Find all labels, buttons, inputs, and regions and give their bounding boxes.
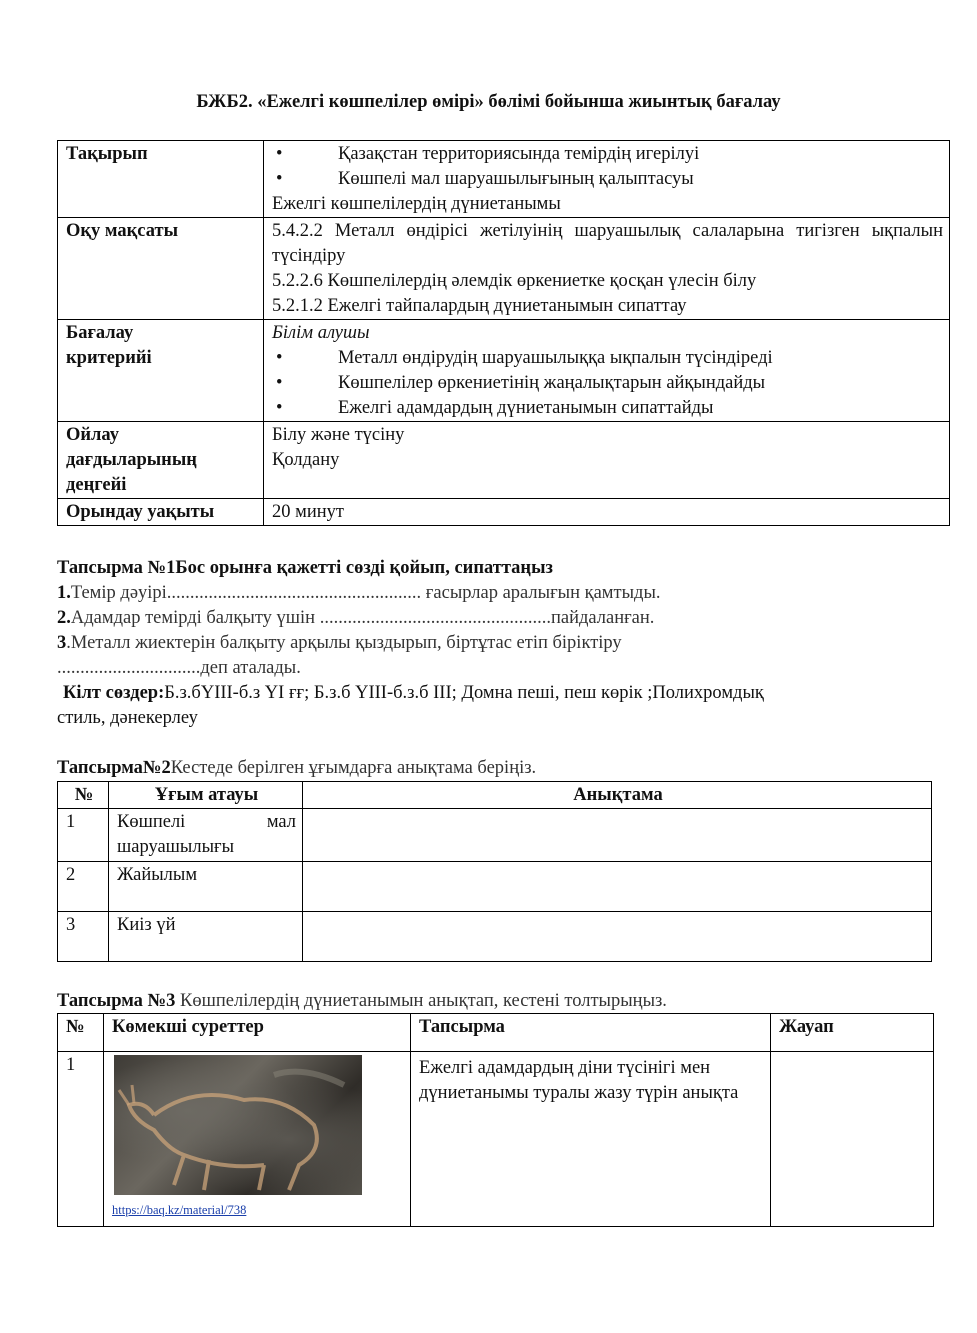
definition-field[interactable]	[303, 862, 932, 912]
info-table	[57, 140, 950, 526]
task1-line3: 3.Металл жиектерін балқыту арқылы қыздырып, біртұтас етіп біріктіру	[57, 633, 622, 653]
criteria-label: Бағалау критерийі	[58, 320, 264, 422]
list-item: • Қазақстан территориясында темірдің игерілуі	[276, 144, 700, 164]
col-num: №	[58, 782, 109, 809]
task1-line1: 1.Темір дәуірі....................................................... ғасырлар аралығын қамтыды.	[57, 583, 661, 603]
task2-header-row	[58, 782, 932, 809]
goal-label: Оқу мақсаты	[58, 218, 264, 320]
list-item: • Металл өндірудің шаруашылыққа ықпалын түсіндіреді	[276, 348, 773, 368]
table-row: 1 Көшпелі мал шаруашылығы	[58, 809, 932, 862]
goal-3: 5.2.1.2 Ежелгі тайпалардың дүниетанымын сипаттау	[272, 296, 687, 316]
list-item: • Көшпелі мал шаруашылығының қалыптасуы	[276, 169, 694, 189]
topic-cell	[264, 141, 950, 218]
topic-row	[58, 141, 950, 218]
topic-extra: Ежелгі көшпелілердің дүниетанымы	[272, 194, 561, 214]
criteria-intro: Білім алушы	[272, 323, 370, 343]
definition-field[interactable]	[303, 912, 932, 962]
task2-table	[57, 781, 932, 962]
criteria-row	[58, 320, 950, 422]
task3-heading: Тапсырма №3 Көшпелілердің дүниетанымын анықтап, кестені толтырыңыз.	[57, 991, 667, 1011]
criteria-cell	[264, 320, 950, 422]
task3-header-row	[58, 1014, 934, 1052]
time-row	[58, 499, 950, 526]
level-label: Ойлау дағдыларының деңгейі	[58, 422, 264, 499]
page-title: БЖБ2. «Ежелгі көшпелілер өмірі» бөлімі бойынша жиынтық бағалау	[196, 92, 781, 112]
task1-line2: 2.Адамдар темірді балқыту үшін ..................................................пайдаланған.	[57, 608, 655, 628]
col-definition: Анықтама	[303, 782, 932, 809]
definition-field[interactable]	[303, 809, 932, 862]
level-row	[58, 422, 950, 499]
source-link[interactable]: https://baq.kz/material/738	[112, 1203, 247, 1217]
petroglyph-image	[114, 1055, 362, 1195]
time-label: Орындау уақыты	[58, 499, 264, 526]
time-value: 20 минут	[264, 499, 950, 526]
topic-label: Тақырып	[58, 141, 264, 218]
task1-line4: ...............................деп аталады.	[57, 658, 301, 678]
task1-heading: Тапсырма №1Бос орынға қажетті сөзді қойып, сипаттаңыз	[57, 558, 553, 578]
list-item: • Көшпелілер өркениетінің жаңалықтарын айқындайды	[276, 373, 766, 393]
table-row: 1 https://baq.kz/material/738 Ежелгі адамдардың діни түсінігі мен дүниетанымы туралы жазу түрін анықта	[58, 1052, 934, 1227]
task-text: Ежелгі адамдардың діни түсінігі мен дүниетанымы туралы жазу түрін анықта	[411, 1052, 771, 1227]
task2-heading: Тапсырма№2Кестеде берілген ұғымдарға анықтама беріңіз.	[57, 758, 537, 778]
col-pictures: Көмекші суреттер	[104, 1014, 411, 1052]
goal-2: 5.2.2.6 Көшпелілердің әлемдік өркениетке қосқан үлесін білу	[272, 271, 757, 291]
task1-keywords: Кілт сөздер:Б.з.бҮІІІ-б.з ҮІ ғғ; Б.з.б ҮІІІ-б.з.б ІІІ; Домна пеші, пеш көрік ;Полихромдық	[63, 683, 764, 703]
col-answer: Жауап	[771, 1014, 934, 1052]
goal-row	[58, 218, 950, 320]
col-name: Ұғым атауы	[109, 782, 303, 809]
table-row: 2 Жайылым	[58, 862, 932, 912]
col-task: Тапсырма	[411, 1014, 771, 1052]
table-row: 3 Киіз үй	[58, 912, 932, 962]
picture-cell	[104, 1052, 411, 1227]
list-item: • Ежелгі адамдардың дүниетанымын сипаттайды	[276, 398, 714, 418]
goal-cell	[264, 218, 950, 320]
level-cell: Білу және түсіну Қолдану	[264, 422, 950, 499]
goal-1: 5.4.2.2 Металл өндірісі жетілуінің шаруашылық салаларына тигізген ықпалын түсіндіру	[272, 221, 943, 266]
task3-table	[57, 1013, 934, 1227]
task1-keywords-2: стиль, дәнекерлеу	[57, 708, 198, 728]
answer-field[interactable]	[771, 1052, 934, 1227]
col-num: №	[58, 1014, 104, 1052]
